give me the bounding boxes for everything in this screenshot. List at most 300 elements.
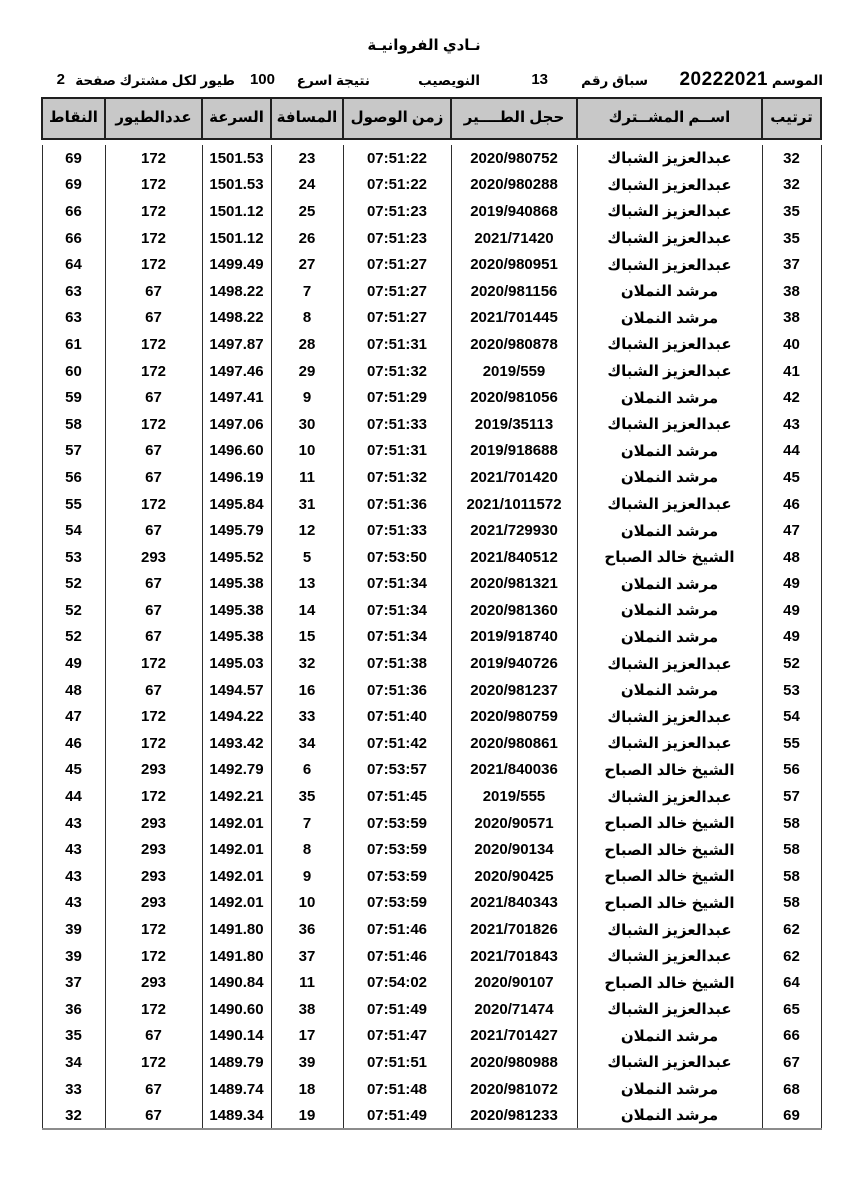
cell-birds: 172 (105, 703, 202, 730)
cell-birds: 172 (105, 916, 202, 943)
cell-birds: 172 (105, 331, 202, 358)
cell-rank: 35 (762, 198, 821, 225)
cell-name: مرشد النملان (577, 438, 762, 465)
cell-speed: 1501.53 (202, 145, 271, 172)
cell-distance: 19 (271, 1102, 343, 1129)
cell-speed: 1493.42 (202, 730, 271, 757)
cell-name: مرشد النملان (577, 597, 762, 624)
cell-speed: 1501.53 (202, 172, 271, 199)
cell-points: 57 (42, 438, 105, 465)
cell-name: عبدالعزيز الشباك (577, 331, 762, 358)
cell-distance: 30 (271, 411, 343, 438)
header-name: اســم المشــترك (577, 98, 762, 139)
cell-ring: 2021/701843 (451, 943, 577, 970)
table-row (42, 305, 821, 332)
table-row (42, 358, 821, 385)
cell-points: 47 (42, 703, 105, 730)
cell-speed: 1495.79 (202, 517, 271, 544)
table-row (42, 544, 821, 571)
cell-points: 43 (42, 836, 105, 863)
header-points: النقاط (42, 98, 105, 139)
cell-birds: 293 (105, 810, 202, 837)
cell-birds: 67 (105, 677, 202, 704)
cell-points: 52 (42, 571, 105, 598)
cell-points: 64 (42, 251, 105, 278)
cell-name: عبدالعزيز الشباك (577, 411, 762, 438)
cell-points: 35 (42, 1023, 105, 1050)
cell-speed: 1495.38 (202, 571, 271, 598)
cell-name: الشيخ خالد الصباح (577, 544, 762, 571)
cell-birds: 293 (105, 890, 202, 917)
cell-rank: 44 (762, 438, 821, 465)
cell-birds: 67 (105, 278, 202, 305)
cell-name: عبدالعزيز الشباك (577, 225, 762, 252)
result-label: نتيجة اسرع (296, 72, 370, 88)
cell-rank: 66 (762, 1023, 821, 1050)
cell-speed: 1497.46 (202, 358, 271, 385)
cell-name: مرشد النملان (577, 1023, 762, 1050)
table-row (42, 916, 821, 943)
cell-arrival: 07:51:47 (343, 1023, 451, 1050)
table-row (42, 172, 821, 199)
cell-ring: 2020/981056 (451, 384, 577, 411)
cell-rank: 56 (762, 757, 821, 784)
cell-rank: 65 (762, 996, 821, 1023)
cell-points: 52 (42, 597, 105, 624)
per-member-label: طيور لكل مشترك صفحة (75, 72, 235, 88)
cell-speed: 1492.79 (202, 757, 271, 784)
cell-rank: 58 (762, 836, 821, 863)
cell-birds: 172 (105, 491, 202, 518)
cell-name: مرشد النملان (577, 571, 762, 598)
cell-birds: 293 (105, 863, 202, 890)
cell-name: مرشد النملان (577, 305, 762, 332)
cell-distance: 8 (271, 836, 343, 863)
cell-ring: 2021/729930 (451, 517, 577, 544)
header-rank: ترتيب (762, 98, 821, 139)
cell-ring: 2020/90571 (451, 810, 577, 837)
table-row (42, 757, 821, 784)
cell-birds: 293 (105, 836, 202, 863)
cell-ring: 2020/90425 (451, 863, 577, 890)
table-row (42, 810, 821, 837)
table-row (42, 783, 821, 810)
cell-distance: 38 (271, 996, 343, 1023)
cell-speed: 1498.22 (202, 305, 271, 332)
cell-speed: 1491.80 (202, 916, 271, 943)
cell-points: 58 (42, 411, 105, 438)
cell-rank: 46 (762, 491, 821, 518)
cell-distance: 10 (271, 890, 343, 917)
cell-ring: 2020/981360 (451, 597, 577, 624)
cell-speed: 1495.84 (202, 491, 271, 518)
cell-points: 63 (42, 278, 105, 305)
cell-points: 39 (42, 943, 105, 970)
cell-arrival: 07:51:34 (343, 571, 451, 598)
cell-birds: 67 (105, 305, 202, 332)
cell-rank: 48 (762, 544, 821, 571)
cell-distance: 16 (271, 677, 343, 704)
cell-name: الشيخ خالد الصباح (577, 757, 762, 784)
cell-arrival: 07:51:33 (343, 411, 451, 438)
cell-speed: 1491.80 (202, 943, 271, 970)
cell-rank: 58 (762, 810, 821, 837)
header-bird-count: عددالطيور (105, 98, 202, 139)
cell-rank: 38 (762, 278, 821, 305)
cell-name: عبدالعزيز الشباك (577, 491, 762, 518)
cell-ring: 2020/981072 (451, 1076, 577, 1103)
cell-speed: 1489.34 (202, 1102, 271, 1129)
cell-rank: 67 (762, 1049, 821, 1076)
cell-rank: 53 (762, 677, 821, 704)
cell-ring: 2021/1011572 (451, 491, 577, 518)
cell-distance: 9 (271, 863, 343, 890)
cell-arrival: 07:53:59 (343, 836, 451, 863)
cell-rank: 32 (762, 172, 821, 199)
cell-ring: 2021/701826 (451, 916, 577, 943)
cell-points: 43 (42, 890, 105, 917)
cell-distance: 11 (271, 464, 343, 491)
cell-speed: 1494.57 (202, 677, 271, 704)
cell-ring: 2020/980759 (451, 703, 577, 730)
cell-arrival: 07:51:27 (343, 251, 451, 278)
cell-points: 54 (42, 517, 105, 544)
cell-ring: 2021/840036 (451, 757, 577, 784)
cell-name: عبدالعزيز الشباك (577, 703, 762, 730)
cell-birds: 172 (105, 1049, 202, 1076)
cell-name: الشيخ خالد الصباح (577, 863, 762, 890)
cell-rank: 49 (762, 624, 821, 651)
table-row (42, 464, 821, 491)
cell-distance: 29 (271, 358, 343, 385)
cell-distance: 5 (271, 544, 343, 571)
cell-points: 66 (42, 225, 105, 252)
cell-rank: 37 (762, 251, 821, 278)
cell-arrival: 07:51:48 (343, 1076, 451, 1103)
table-row (42, 1023, 821, 1050)
table-row (42, 703, 821, 730)
cell-arrival: 07:51:46 (343, 916, 451, 943)
cell-speed: 1497.41 (202, 384, 271, 411)
cell-points: 33 (42, 1076, 105, 1103)
table-row (42, 278, 821, 305)
cell-name: عبدالعزيز الشباك (577, 358, 762, 385)
cell-arrival: 07:51:49 (343, 996, 451, 1023)
race-location: النويصيب (418, 72, 480, 88)
cell-distance: 18 (271, 1076, 343, 1103)
cell-speed: 1495.38 (202, 624, 271, 651)
cell-points: 69 (42, 145, 105, 172)
cell-distance: 33 (271, 703, 343, 730)
cell-points: 43 (42, 863, 105, 890)
cell-distance: 8 (271, 305, 343, 332)
cell-name: عبدالعزيز الشباك (577, 650, 762, 677)
cell-rank: 58 (762, 863, 821, 890)
cell-arrival: 07:51:27 (343, 305, 451, 332)
cell-speed: 1494.22 (202, 703, 271, 730)
cell-distance: 15 (271, 624, 343, 651)
cell-birds: 67 (105, 517, 202, 544)
cell-points: 48 (42, 677, 105, 704)
cell-ring: 2020/981321 (451, 571, 577, 598)
season-label: الموسم (771, 72, 823, 88)
header-speed: السرعة (202, 98, 271, 139)
cell-distance: 7 (271, 278, 343, 305)
cell-ring: 2020/90107 (451, 969, 577, 996)
cell-speed: 1492.01 (202, 890, 271, 917)
cell-name: عبدالعزيز الشباك (577, 730, 762, 757)
cell-ring: 2019/559 (451, 358, 577, 385)
cell-birds: 172 (105, 650, 202, 677)
cell-arrival: 07:51:51 (343, 1049, 451, 1076)
cell-arrival: 07:51:22 (343, 145, 451, 172)
table-row (42, 890, 821, 917)
table-row (42, 1076, 821, 1103)
cell-arrival: 07:53:59 (343, 810, 451, 837)
cell-name: عبدالعزيز الشباك (577, 943, 762, 970)
cell-name: مرشد النملان (577, 464, 762, 491)
cell-birds: 172 (105, 172, 202, 199)
cell-ring: 2020/981237 (451, 677, 577, 704)
cell-points: 45 (42, 757, 105, 784)
table-row (42, 225, 821, 252)
table-row (42, 863, 821, 890)
cell-points: 69 (42, 172, 105, 199)
cell-points: 36 (42, 996, 105, 1023)
cell-rank: 62 (762, 943, 821, 970)
cell-name: عبدالعزيز الشباك (577, 198, 762, 225)
table-row (42, 411, 821, 438)
cell-birds: 172 (105, 783, 202, 810)
cell-speed: 1490.60 (202, 996, 271, 1023)
cell-distance: 10 (271, 438, 343, 465)
header-row (42, 98, 821, 139)
cell-distance: 14 (271, 597, 343, 624)
cell-points: 63 (42, 305, 105, 332)
cell-ring: 2019/940726 (451, 650, 577, 677)
cell-distance: 35 (271, 783, 343, 810)
info-line (0, 62, 848, 90)
cell-rank: 41 (762, 358, 821, 385)
cell-arrival: 07:51:22 (343, 172, 451, 199)
cell-arrival: 07:51:36 (343, 677, 451, 704)
cell-arrival: 07:51:46 (343, 943, 451, 970)
cell-speed: 1489.74 (202, 1076, 271, 1103)
cell-arrival: 07:51:36 (343, 491, 451, 518)
cell-arrival: 07:51:27 (343, 278, 451, 305)
cell-points: 44 (42, 783, 105, 810)
table-row (42, 836, 821, 863)
cell-ring: 2020/980988 (451, 1049, 577, 1076)
cell-speed: 1492.01 (202, 863, 271, 890)
cell-arrival: 07:51:45 (343, 783, 451, 810)
cell-rank: 49 (762, 597, 821, 624)
cell-arrival: 07:51:49 (343, 1102, 451, 1129)
cell-ring: 2019/35113 (451, 411, 577, 438)
cell-rank: 40 (762, 331, 821, 358)
cell-birds: 293 (105, 544, 202, 571)
cell-distance: 34 (271, 730, 343, 757)
cell-ring: 2020/71474 (451, 996, 577, 1023)
cell-rank: 47 (762, 517, 821, 544)
cell-distance: 39 (271, 1049, 343, 1076)
cell-rank: 42 (762, 384, 821, 411)
cell-speed: 1492.01 (202, 810, 271, 837)
cell-ring: 2021/701427 (451, 1023, 577, 1050)
cell-name: عبدالعزيز الشباك (577, 145, 762, 172)
cell-birds: 67 (105, 464, 202, 491)
table-row (42, 145, 821, 172)
cell-birds: 172 (105, 730, 202, 757)
table-row (42, 198, 821, 225)
cell-points: 34 (42, 1049, 105, 1076)
cell-name: عبدالعزيز الشباك (577, 783, 762, 810)
table-row (42, 677, 821, 704)
cell-arrival: 07:51:23 (343, 225, 451, 252)
cell-speed: 1490.84 (202, 969, 271, 996)
cell-ring: 2019/555 (451, 783, 577, 810)
cell-distance: 17 (271, 1023, 343, 1050)
cell-speed: 1492.21 (202, 783, 271, 810)
cell-distance: 28 (271, 331, 343, 358)
cell-distance: 12 (271, 517, 343, 544)
cell-arrival: 07:53:59 (343, 890, 451, 917)
cell-arrival: 07:51:34 (343, 624, 451, 651)
cell-points: 53 (42, 544, 105, 571)
cell-distance: 31 (271, 491, 343, 518)
cell-name: مرشد النملان (577, 677, 762, 704)
cell-rank: 43 (762, 411, 821, 438)
cell-name: الشيخ خالد الصباح (577, 969, 762, 996)
cell-rank: 69 (762, 1102, 821, 1129)
cell-arrival: 07:53:57 (343, 757, 451, 784)
cell-birds: 67 (105, 1102, 202, 1129)
cell-rank: 45 (762, 464, 821, 491)
cell-ring: 2019/940868 (451, 198, 577, 225)
cell-name: مرشد النملان (577, 384, 762, 411)
cell-birds: 67 (105, 624, 202, 651)
season-value: 20222021 (679, 69, 768, 90)
cell-rank: 32 (762, 145, 821, 172)
cell-arrival: 07:51:32 (343, 464, 451, 491)
cell-birds: 67 (105, 571, 202, 598)
table-row (42, 331, 821, 358)
cell-rank: 68 (762, 1076, 821, 1103)
cell-birds: 67 (105, 384, 202, 411)
cell-ring: 2020/981233 (451, 1102, 577, 1129)
cell-arrival: 07:51:38 (343, 650, 451, 677)
table-row (42, 1049, 821, 1076)
cell-birds: 172 (105, 411, 202, 438)
table-row (42, 1102, 821, 1129)
page-number: 2 (56, 71, 65, 88)
cell-name: عبدالعزيز الشباك (577, 172, 762, 199)
cell-rank: 35 (762, 225, 821, 252)
cell-points: 37 (42, 969, 105, 996)
cell-distance: 27 (271, 251, 343, 278)
cell-distance: 11 (271, 969, 343, 996)
cell-arrival: 07:51:31 (343, 438, 451, 465)
cell-rank: 58 (762, 890, 821, 917)
cell-ring: 2020/980951 (451, 251, 577, 278)
results-table (41, 97, 822, 1130)
cell-ring: 2019/918740 (451, 624, 577, 651)
cell-speed: 1495.03 (202, 650, 271, 677)
table-row (42, 384, 821, 411)
cell-speed: 1497.87 (202, 331, 271, 358)
cell-speed: 1499.49 (202, 251, 271, 278)
cell-points: 56 (42, 464, 105, 491)
cell-speed: 1495.52 (202, 544, 271, 571)
cell-arrival: 07:53:50 (343, 544, 451, 571)
cell-speed: 1492.01 (202, 836, 271, 863)
table-row (42, 491, 821, 518)
cell-distance: 25 (271, 198, 343, 225)
cell-points: 52 (42, 624, 105, 651)
cell-rank: 49 (762, 571, 821, 598)
cell-arrival: 07:54:02 (343, 969, 451, 996)
table-row (42, 517, 821, 544)
results-table-body (42, 139, 821, 1129)
cell-arrival: 07:51:33 (343, 517, 451, 544)
cell-name: الشيخ خالد الصباح (577, 836, 762, 863)
cell-points: 66 (42, 198, 105, 225)
cell-arrival: 07:51:32 (343, 358, 451, 385)
cell-distance: 9 (271, 384, 343, 411)
cell-points: 49 (42, 650, 105, 677)
cell-ring: 2021/840512 (451, 544, 577, 571)
cell-rank: 38 (762, 305, 821, 332)
cell-rank: 64 (762, 969, 821, 996)
cell-distance: 23 (271, 145, 343, 172)
cell-birds: 67 (105, 1023, 202, 1050)
cell-ring: 2020/980288 (451, 172, 577, 199)
cell-speed: 1501.12 (202, 198, 271, 225)
cell-birds: 172 (105, 225, 202, 252)
cell-ring: 2021/71420 (451, 225, 577, 252)
cell-arrival: 07:51:42 (343, 730, 451, 757)
cell-distance: 6 (271, 757, 343, 784)
header-ring: حجل الطــــير (451, 98, 577, 139)
cell-speed: 1497.06 (202, 411, 271, 438)
table-row (42, 597, 821, 624)
cell-birds: 293 (105, 969, 202, 996)
cell-ring: 2020/980752 (451, 145, 577, 172)
cell-name: عبدالعزيز الشباك (577, 916, 762, 943)
header-arrival-time: زمن الوصول (343, 98, 451, 139)
table-row (42, 650, 821, 677)
cell-name: عبدالعزيز الشباك (577, 1049, 762, 1076)
table-row (42, 969, 821, 996)
cell-name: مرشد النملان (577, 624, 762, 651)
table-row (42, 438, 821, 465)
cell-birds: 172 (105, 358, 202, 385)
cell-rank: 55 (762, 730, 821, 757)
cell-ring: 2020/980861 (451, 730, 577, 757)
cell-birds: 172 (105, 943, 202, 970)
cell-points: 59 (42, 384, 105, 411)
cell-arrival: 07:51:29 (343, 384, 451, 411)
cell-birds: 172 (105, 145, 202, 172)
cell-speed: 1495.38 (202, 597, 271, 624)
cell-arrival: 07:51:40 (343, 703, 451, 730)
cell-name: مرشد النملان (577, 278, 762, 305)
cell-name: الشيخ خالد الصباح (577, 890, 762, 917)
cell-name: عبدالعزيز الشباك (577, 251, 762, 278)
cell-ring: 2019/918688 (451, 438, 577, 465)
table-row (42, 251, 821, 278)
cell-points: 39 (42, 916, 105, 943)
